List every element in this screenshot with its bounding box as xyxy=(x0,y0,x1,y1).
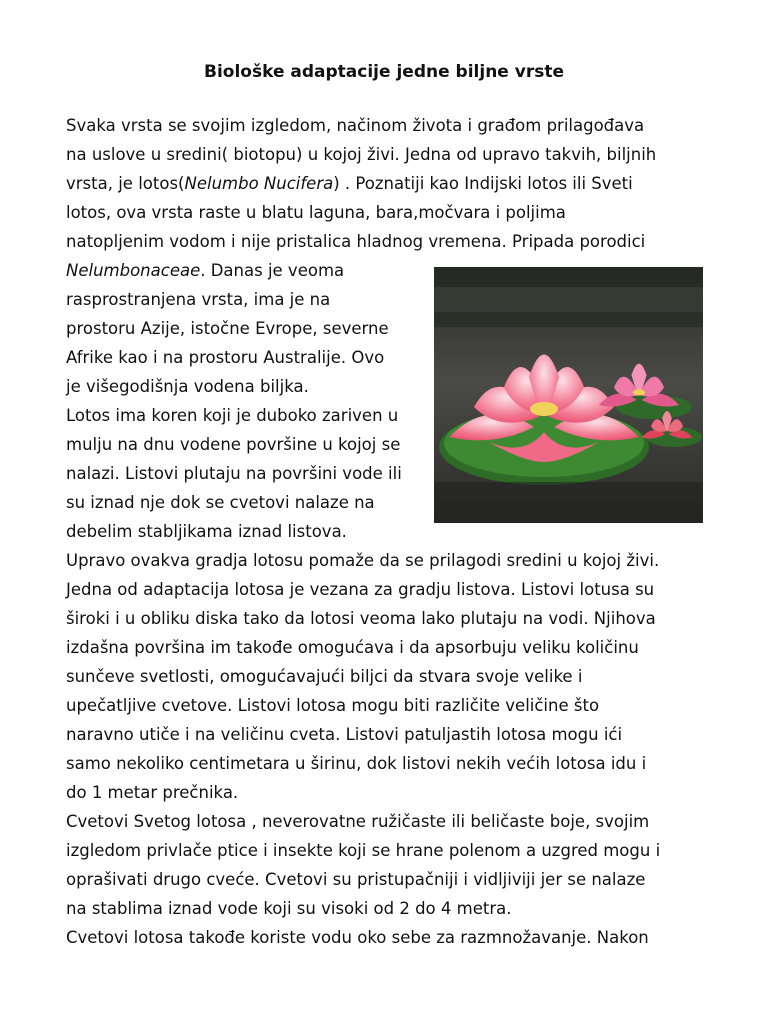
text-line: Cvetovi lotosa takođe koriste vodu oko sebe za razmnožavanje. Nakon xyxy=(66,928,649,947)
text-line: naravno utiče i na veličinu cveta. Listovi patuljastih lotosa mogu ići xyxy=(66,725,623,744)
text-line: široki i u obliku diska tako da lotosi veoma lako plutaju na vodi. Njihova xyxy=(66,609,656,628)
document-title: Biološke adaptacije jedne biljne vrste xyxy=(204,62,564,82)
text-line: upečatljive cvetove. Listovi lotosa mogu biti različite veličine što xyxy=(66,696,600,715)
text-line: mulju na dnu vodene površine u kojoj se xyxy=(66,435,401,454)
text-line: Afrike kao i na prostoru Australije. Ovo xyxy=(66,348,385,367)
text-line xyxy=(66,170,633,198)
text-line: izgledom privlače ptice i insekte koji se hrane polenom a uzgred mogu i xyxy=(66,841,661,860)
text-line: na stablima iznad vode koji su visoki od 2 do 4 metra. xyxy=(66,899,512,918)
text-line xyxy=(66,257,344,285)
text-line: Cvetovi Svetog lotosa , neverovatne ružičaste ili beličaste boje, svojim xyxy=(66,812,650,831)
text-line: izdašna površina im takođe omogućava i da apsorbuju veliku količinu xyxy=(66,638,639,657)
text-line: debelim stabljikama iznad listova. xyxy=(66,522,347,541)
species-name: Nelumbonaceae xyxy=(66,261,201,280)
text-line: natopljenim vodom i nije pristalica hladnog vremena. Pripada porodici xyxy=(66,232,646,251)
text-line: na uslove u sredini( biotopu) u kojoj živi. Jedna od upravo takvih, biljnih xyxy=(66,145,657,164)
text-line: samo nekoliko centimetara u širinu, dok listovi nekih većih lotosa idu i xyxy=(66,754,647,773)
text-line: nalazi. Listovi plutaju na površini vode ili xyxy=(66,464,402,483)
text-run: ) . Poznatiji kao Indijski lotos ili Sveti xyxy=(333,174,633,193)
lotus-photo xyxy=(434,267,703,523)
text-line: Jedna od adaptacija lotosa je vezana za gradju listova. Listovi lotusa su xyxy=(66,580,655,599)
text-line: rasprostranjena vrsta, ima je na xyxy=(66,290,331,309)
species-name: Nelumbo Nucifera xyxy=(184,174,334,193)
text-line: su iznad nje dok se cvetovi nalaze na xyxy=(66,493,375,512)
text-line: sunčeve svetlosti, omogućavajući biljci da stvara svoje velike i xyxy=(66,667,583,686)
text-run: . Danas je veoma xyxy=(200,261,345,280)
text-line: Lotos ima koren koji je duboko zariven u xyxy=(66,406,399,425)
text-line: je višegodišnja vodena biljka. xyxy=(66,377,309,396)
text-line: oprašivati drugo cveće. Cvetovi su pristupačniji i vidljiviji jer se nalaze xyxy=(66,870,646,889)
lotus-photo-icon xyxy=(434,267,703,523)
text-line: do 1 metar prečnika. xyxy=(66,783,239,802)
text-run: vrsta, je lotos( xyxy=(66,174,185,193)
text-line: lotos, ova vrsta raste u blatu laguna, bara,močvara i poljima xyxy=(66,203,566,222)
text-line: prostoru Azije, istočne Evrope, severne xyxy=(66,319,389,338)
text-line: Svaka vrsta se svojim izgledom, načinom života i građom prilagođava xyxy=(66,116,645,135)
text-line: Upravo ovakva gradja lotosu pomaže da se prilagodi sredini u kojoj živi. xyxy=(66,551,660,570)
